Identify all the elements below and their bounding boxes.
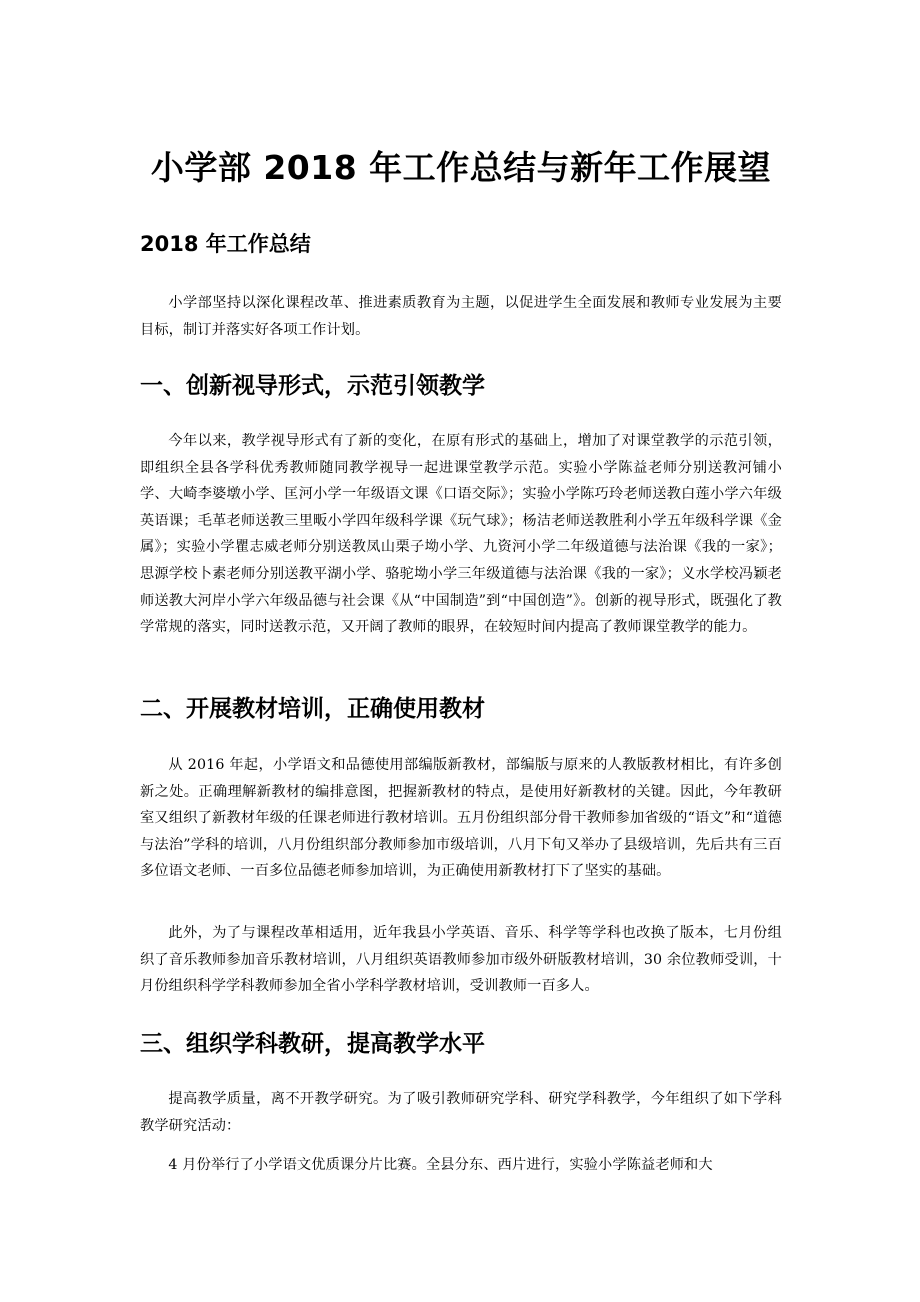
section-3-heading: 三、组织学科教研，提高教学水平 (140, 1031, 485, 1057)
intro-paragraph: 小学部坚持以深化课程改革、推进素质教育为主题，以促进学生全面发展和教师专业发展为主要目标，制订并落实好各项工作计划。 (140, 295, 782, 338)
section-3-paragraph-1: 提高教学质量，离不开教学研究。为了吸引教师研究学科、研究学科教学，今年组织了如下学科教学研究活动： (140, 1091, 782, 1134)
section-1-heading: 一、创新视导形式，示范引领教学 (140, 373, 485, 399)
section-2-heading: 二、开展教材培训，正确使用教材 (140, 696, 485, 722)
section-2-paragraph-1: 从 2016 年起，小学语文和品德使用部编版新教材，部编版与原来的人教版教材相比，有许多创新之处。正确理解新教材的编排意图，把握新教材的特点，是使用好新教材的关键。因此，今年教研室又组织了新教材年级的任课老师进行教材培训。五月份组织部分骨干教师参加省级的“语文”和“道德与法治”学科的培训，八月份组织部分教师参加市级培训，八月下旬又举办了县级培训，先后共有三百多位语文老师、一百多位品德老师参加培训，为正确使用新教材打下了坚实的基础。 (140, 757, 782, 880)
summary-heading: 2018 年工作总结 (140, 232, 311, 256)
section-1-paragraph-1: 今年以来，教学视导形式有了新的变化，在原有形式的基础上，增加了对课堂教学的示范引领，即组织全县各学科优秀教师随同教学视导一起进课堂教学示范。实验小学陈益老师分别送教河铺小学、大崎李婆墩小学、匡河小学一年级语文课《口语交际》；实验小学陈巧玲老师送教白莲小学六年级英语课；毛革老师送教三里畈小学四年级科学课《玩气球》；杨洁老师送教胜利小学五年级科学课《金属》；实验小学瞿志威老师分别送教凤山栗子坳小学、九资河小学二年级道德与法治课《我的一家》；思源学校卜素老师分别送教平湖小学、骆驼坳小学三年级道德与法治课《我的一家》；义水学校冯颖老师送教大河岸小学六年级品德与社会课《从“中国制造”到“中国创造”》。创新的视导形式，既强化了教学常规的落实，同时送教示范，又开阔了教师的眼界，在较短时间内提高了教师课堂教学的能力。 (140, 433, 782, 636)
document-title: 小学部 2018 年工作总结与新年工作展望 (150, 148, 772, 187)
section-2-paragraph-2: 此外，为了与课程改革相适用，近年我县小学英语、音乐、科学等学科也改换了版本，七月份组织了音乐教师参加音乐教材培训，八月组织英语教师参加市级外研版教材培训，30 余位教师受训，十月份组织科学学科教师参加全省小学科学教材培训，受训教师一百多人。 (140, 925, 782, 995)
section-3-paragraph-2: 4 月份举行了小学语文优质课分片比赛。全县分东、西片进行，实验小学陈益老师和大 (168, 1157, 713, 1173)
